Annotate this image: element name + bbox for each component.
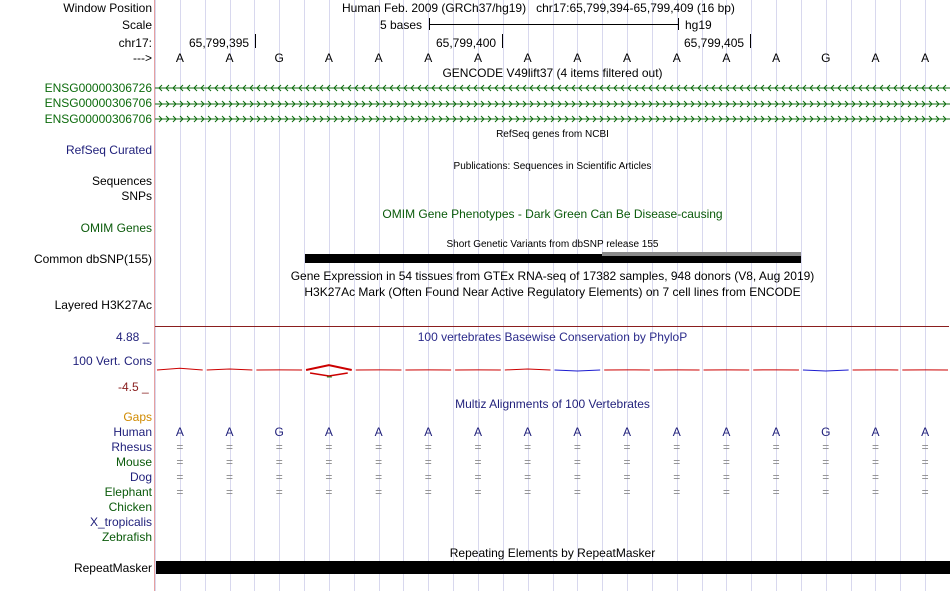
alignment-base: =: [226, 455, 234, 469]
base-letter: A: [523, 51, 532, 65]
alignment-base: =: [573, 440, 581, 454]
publications-snps-label[interactable]: SNPs: [121, 189, 152, 203]
alignment-base: =: [226, 485, 234, 499]
alignment-base: =: [921, 440, 929, 454]
gencode-item-label-3[interactable]: ENSG00000306706: [44, 112, 152, 126]
alignment-base: =: [275, 455, 283, 469]
base-letter: A: [175, 51, 184, 65]
species-label[interactable]: Dog: [129, 470, 152, 484]
alignment-base: =: [623, 455, 631, 469]
dbsnp-track-title: Short Genetic Variants from dbSNP release 155: [446, 239, 659, 250]
species-label[interactable]: Human: [113, 425, 152, 439]
species-label[interactable]: Zebrafish: [101, 530, 152, 544]
base-letter: A: [921, 51, 930, 65]
alignment-base: =: [474, 485, 482, 499]
scale-text: 5 bases: [380, 18, 423, 32]
repeatmasker-feature[interactable]: [156, 561, 950, 574]
phylop-score-mark: [310, 373, 348, 376]
alignment-base: A: [324, 425, 333, 439]
alignment-base: =: [176, 470, 184, 484]
gencode-item-label-1[interactable]: ENSG00000306726: [44, 81, 152, 95]
alignment-base: A: [473, 425, 482, 439]
species-label[interactable]: Mouse: [115, 455, 152, 469]
phylop-track-title: 100 vertebrates Basewise Conservation by PhyloP: [417, 330, 688, 344]
dbsnp-track-label[interactable]: Common dbSNP(155): [33, 252, 152, 266]
species-label[interactable]: X_tropicalis: [89, 515, 152, 529]
alignment-base: =: [772, 440, 780, 454]
alignment-base: =: [176, 440, 184, 454]
alignment-base: A: [672, 425, 681, 439]
base-letter: A: [672, 51, 681, 65]
base-letter: A: [772, 51, 781, 65]
base-letter: G: [274, 51, 284, 65]
alignment-base: =: [871, 440, 879, 454]
alignment-base: A: [523, 425, 532, 439]
alignment-base: A: [424, 425, 433, 439]
alignment-base: =: [772, 470, 780, 484]
alignment-base: =: [176, 455, 184, 469]
alignment-base: A: [573, 425, 582, 439]
h3k27ac-track-title: H3K27Ac Mark (Often Found Near Active Regulatory Elements) on 7 cell lines from ENCODE: [304, 285, 801, 299]
gencode-features[interactable]: [155, 82, 950, 126]
alignment-base: =: [623, 470, 631, 484]
scale-bar: [429, 24, 678, 25]
alignment-base: A: [871, 425, 880, 439]
base-letter: A: [424, 51, 433, 65]
base-letter: A: [324, 51, 333, 65]
alignment-base: A: [722, 425, 731, 439]
h3k27ac-signal-line: [155, 326, 949, 327]
alignment-base: =: [226, 470, 234, 484]
phylop-track-label[interactable]: 100 Vert. Cons: [72, 354, 152, 368]
gencode-track-title: GENCODE V49lift37 (4 items filtered out): [442, 66, 663, 80]
alignment-base: =: [623, 440, 631, 454]
alignment-base: =: [772, 455, 780, 469]
phylop-score-mark: [306, 365, 352, 370]
alignment-base: =: [524, 470, 532, 484]
alignment-base: =: [275, 470, 283, 484]
species-label[interactable]: Rhesus: [111, 440, 152, 454]
alignment-base: =: [375, 455, 383, 469]
alignment-base: =: [424, 455, 432, 469]
alignment-base: =: [524, 485, 532, 499]
alignment-base: =: [623, 485, 631, 499]
chrom-label: chr17:: [118, 36, 152, 50]
alignment-base: =: [573, 485, 581, 499]
phylop-signal[interactable]: [155, 358, 950, 382]
alignment-base: =: [275, 485, 283, 499]
publications-sequences-label[interactable]: Sequences: [91, 174, 152, 188]
alignment-base: =: [424, 470, 432, 484]
alignment-base: =: [921, 455, 929, 469]
alignment-base: =: [871, 470, 879, 484]
ruler-tick-1: [255, 34, 256, 48]
alignment-base: =: [772, 485, 780, 499]
alignment-base: =: [573, 455, 581, 469]
alignment-base: =: [673, 440, 681, 454]
alignment-base: =: [424, 440, 432, 454]
phylop-score-mark: [803, 370, 849, 371]
base-letter: A: [623, 51, 632, 65]
gencode-item-label-2[interactable]: ENSG00000306706: [44, 96, 152, 110]
alignment-base: =: [524, 440, 532, 454]
multiz-track-title: Multiz Alignments of 100 Vertebrates: [455, 397, 650, 411]
alignment-base: A: [175, 425, 184, 439]
alignment-base: =: [921, 470, 929, 484]
phylop-score-mark: [207, 369, 253, 370]
alignment-base: =: [722, 470, 730, 484]
alignment-base: =: [275, 440, 283, 454]
alignment-base: =: [474, 455, 482, 469]
alignment-base: =: [673, 470, 681, 484]
ruler-tick-2: [502, 34, 503, 48]
alignment-base: =: [325, 440, 333, 454]
gaps-label[interactable]: Gaps: [123, 410, 152, 424]
alignment-base: A: [623, 425, 632, 439]
base-letter: A: [871, 51, 880, 65]
base-letter: G: [821, 51, 831, 65]
alignment-base: =: [722, 455, 730, 469]
alignment-base: =: [673, 485, 681, 499]
alignment-base: =: [375, 485, 383, 499]
alignment-base: A: [921, 425, 930, 439]
alignment-base: =: [822, 455, 830, 469]
alignment-base: =: [673, 455, 681, 469]
alignment-base: =: [176, 485, 184, 499]
gtex-track-title: Gene Expression in 54 tissues from GTEx RNA-seq of 17382 samples, 948 donors (V8, Aug 2019): [290, 269, 815, 283]
species-label[interactable]: Elephant: [104, 485, 152, 499]
phylop-max-label: 4.88 _: [116, 330, 150, 344]
h3k27ac-track-label[interactable]: Layered H3K27Ac: [54, 298, 152, 312]
ruler-position-1: 65,799,395: [189, 36, 250, 50]
alignment-base: =: [722, 440, 730, 454]
dbsnp-feature-highlight: [602, 252, 801, 256]
alignment-base: G: [274, 425, 284, 439]
strand-arrow-label: --->: [133, 51, 152, 65]
scale-assembly: hg19: [685, 18, 712, 32]
alignment-base: G: [821, 425, 831, 439]
repeatmasker-track-title: Repeating Elements by RepeatMasker: [449, 546, 656, 560]
repeatmasker-track-label[interactable]: RepeatMasker: [73, 561, 152, 575]
alignment-base: =: [325, 485, 333, 499]
alignment-base: =: [226, 440, 234, 454]
alignment-base: =: [871, 455, 879, 469]
ruler-tick-3: [750, 34, 751, 48]
alignment-base: =: [921, 485, 929, 499]
alignment-base: =: [375, 470, 383, 484]
alignment-base: =: [424, 485, 432, 499]
alignment-base: A: [772, 425, 781, 439]
omim-track-title: OMIM Gene Phenotypes - Dark Green Can Be Disease-causing: [382, 207, 723, 221]
scale-bar-right-tick: [678, 18, 679, 30]
base-letter: A: [573, 51, 582, 65]
alignment-base: =: [474, 440, 482, 454]
species-label[interactable]: Chicken: [108, 500, 152, 514]
alignment-base: =: [722, 485, 730, 499]
scale-label: Scale: [121, 18, 152, 32]
window-position-value: Human Feb. 2009 (GRCh37/hg19) chr17:65,799,394-65,799,409 (16 bp): [342, 1, 735, 15]
base-letter: A: [225, 51, 234, 65]
alignment-base: =: [524, 455, 532, 469]
alignment-base: =: [871, 485, 879, 499]
phylop-score-mark: [555, 370, 601, 371]
phylop-score-mark: [505, 369, 551, 370]
alignment-base: =: [822, 470, 830, 484]
alignment-base: A: [374, 425, 383, 439]
scale-bar-left-tick: [429, 18, 430, 30]
alignment-base: A: [225, 425, 234, 439]
alignment-base: =: [325, 455, 333, 469]
phylop-min-label: -4.5 _: [118, 380, 149, 394]
window-position-label: Window Position: [63, 1, 152, 15]
ruler-position-2: 65,799,400: [436, 36, 497, 50]
alignment-base: =: [573, 470, 581, 484]
omim-track-label[interactable]: OMIM Genes: [80, 221, 152, 235]
base-letter: A: [473, 51, 482, 65]
publications-track-title: Publications: Sequences in Scientific Articles: [453, 161, 652, 172]
alignment-base: =: [822, 485, 830, 499]
refseq-track-title: RefSeq genes from NCBI: [496, 129, 609, 140]
alignment-base: =: [474, 470, 482, 484]
ruler-position-3: 65,799,405: [684, 36, 745, 50]
alignment-base: =: [375, 440, 383, 454]
alignment-base: =: [822, 440, 830, 454]
base-letter: A: [722, 51, 731, 65]
refseq-track-label[interactable]: RefSeq Curated: [65, 143, 152, 157]
base-letter: A: [374, 51, 383, 65]
phylop-score-mark: [157, 368, 203, 370]
alignment-base: =: [325, 470, 333, 484]
